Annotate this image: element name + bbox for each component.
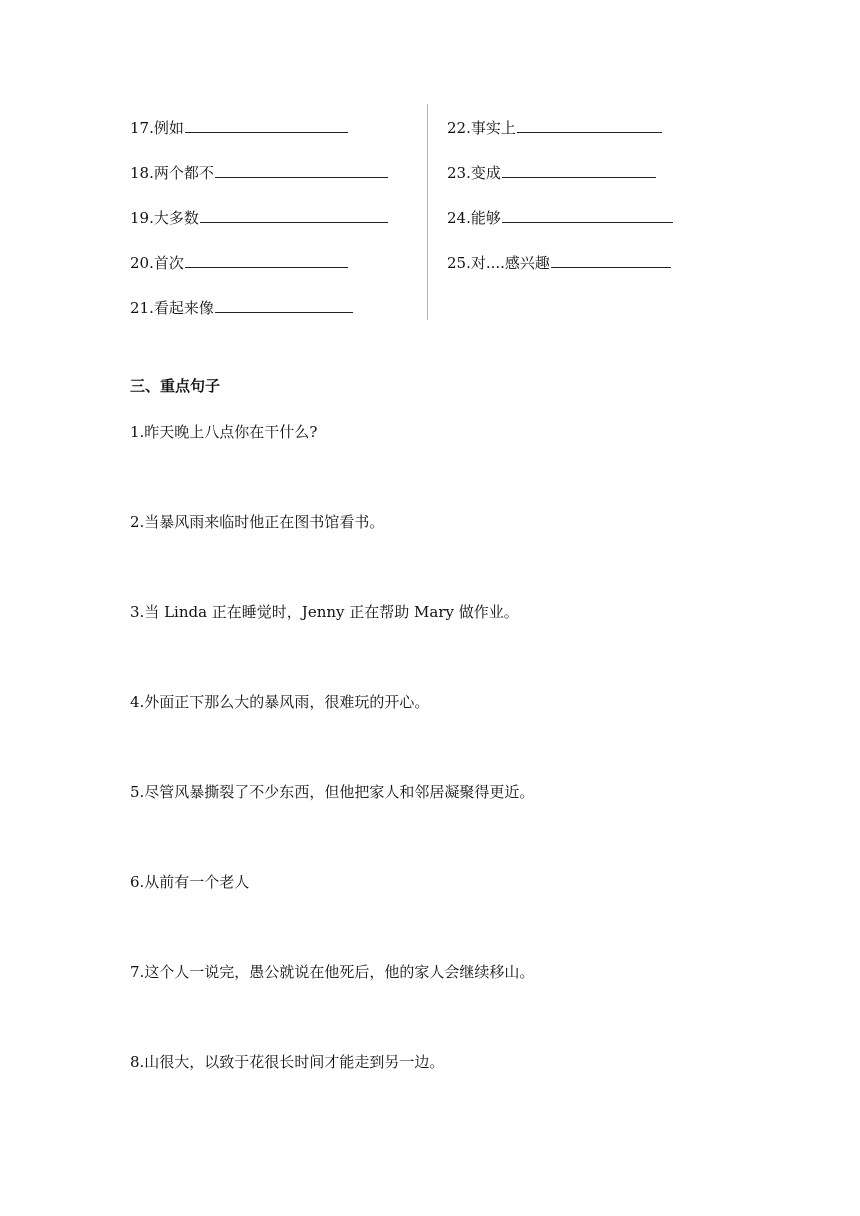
vocab-item-25 (447, 253, 671, 273)
sentence-item: 1.昨天晚上八点你在干什么? (130, 423, 318, 441)
section-title: 三、重点句子 (130, 377, 221, 395)
sentence-item: 3.当 Linda 正在睡觉时，Jenny 正在帮助 Mary 做作业。 (130, 603, 519, 621)
sentence-item: 6.从前有一个老人 (130, 873, 250, 891)
answer-blank[interactable] (185, 253, 348, 268)
answer-blank[interactable] (551, 253, 671, 268)
answer-blank[interactable] (215, 298, 353, 313)
vocab-item-24 (447, 208, 673, 228)
vocab-item-21 (130, 298, 353, 318)
vocab-label: 25.对....感兴趣 (447, 254, 550, 272)
vocab-item-20 (130, 253, 348, 273)
vocab-label: 22.事实上 (447, 119, 516, 137)
answer-blank[interactable] (517, 118, 662, 133)
vocab-label: 20.首次 (130, 254, 184, 272)
answer-blank[interactable] (502, 163, 656, 178)
vocab-item-18 (130, 163, 388, 183)
vocab-item-23 (447, 163, 656, 183)
sentence-item: 7.这个人一说完，愚公就说在他死后，他的家人会继续移山。 (130, 963, 535, 981)
vocab-label: 19.大多数 (130, 209, 199, 227)
vocab-item-22 (447, 118, 662, 138)
vocab-label: 24.能够 (447, 209, 501, 227)
vocab-label: 17.例如 (130, 119, 184, 137)
sentence-item: 4.外面正下那么大的暴风雨，很难玩的开心。 (130, 693, 430, 711)
vocabulary-table (130, 104, 690, 320)
answer-blank[interactable] (185, 118, 348, 133)
answer-blank[interactable] (200, 208, 388, 223)
column-divider (427, 104, 428, 320)
sentence-item: 2.当暴风雨来临时他正在图书馆看书。 (130, 513, 385, 531)
vocab-label: 18.两个都不 (130, 164, 214, 182)
vocab-item-17 (130, 118, 348, 138)
sentence-item: 5.尽管风暴撕裂了不少东西，但他把家人和邻居凝聚得更近。 (130, 783, 535, 801)
vocab-label: 21.看起来像 (130, 299, 214, 317)
sentence-item: 8.山很大，以致于花很长时间才能走到另一边。 (130, 1053, 445, 1071)
vocab-label: 23.变成 (447, 164, 501, 182)
answer-blank[interactable] (215, 163, 388, 178)
vocab-item-19 (130, 208, 388, 228)
answer-blank[interactable] (502, 208, 673, 223)
